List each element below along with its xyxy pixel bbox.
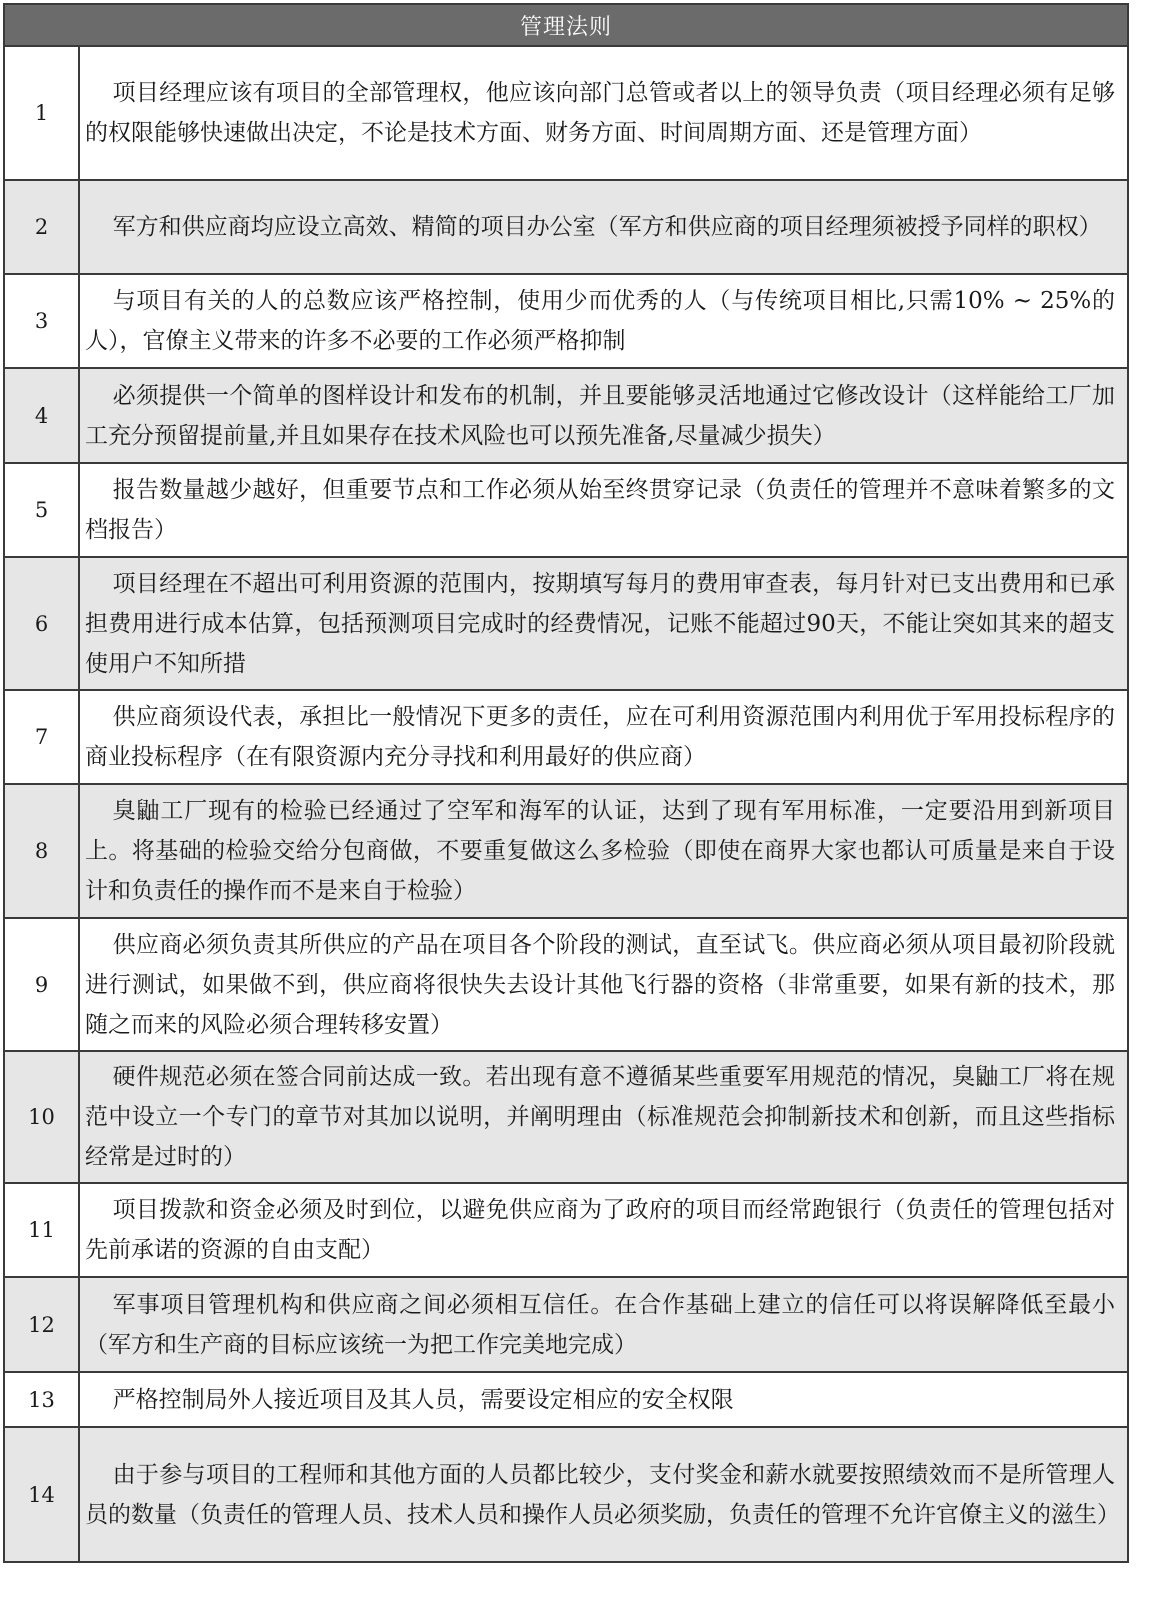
table-row	[5, 1052, 1127, 1184]
row-text: 必须提供一个简单的图样设计和发布的机制，并且要能够灵活地通过它修改设计（这样能给工厂加工充分预留提前量,并且如果存在技术风险也可以预先准备,尽量减少损失）	[85, 382, 1115, 449]
table-row	[5, 691, 1127, 785]
table-row	[5, 1373, 1127, 1428]
table-row	[5, 919, 1127, 1052]
row-text: 供应商须设代表，承担比一般情况下更多的责任，应在可利用资源范围内利用优于军用投标程序的商业投标程序（在有限资源内充分寻找和利用最好的供应商）	[85, 704, 1115, 770]
row-text: 项目经理在不超出可利用资源的范围内，按期填写每月的费用审查表，每月针对已支出费用和已承担费用进行成本估算，包括预测项目完成时的经费情况，记账不能超过90天，不能让突如其来的超支使用户不知所措	[85, 570, 1115, 677]
row-number: 7	[5, 691, 80, 783]
row-text: 军方和供应商均应设立高效、精简的项目办公室（军方和供应商的项目经理须被授予同样的职权）	[112, 214, 1102, 240]
table-row	[5, 785, 1127, 919]
row-text: 臭鼬工厂现有的检验已经通过了空军和海军的认证，达到了现有军用标准，一定要沿用到新项目上。将基础的检验交给分包商做，不要重复做这么多检验（即使在商界大家也都认可质量是来自于设计和负责任的操作而不是来自于检验）	[85, 798, 1115, 904]
table-row	[5, 558, 1127, 691]
row-text: 供应商必须负责其所供应的产品在项目各个阶段的测试，直至试飞。供应商必须从项目最初阶段就进行测试，如果做不到，供应商将很快失去设计其他飞行器的资格（非常重要，如果有新的技术，那随之而来的风险必须合理转移安置）	[85, 931, 1115, 1038]
row-number: 4	[5, 369, 80, 462]
table-row	[5, 1428, 1127, 1561]
row-number: 14	[5, 1428, 80, 1561]
row-text: 项目经理应该有项目的全部管理权，他应该向部门总管或者以上的领导负责（项目经理必须有足够的权限能够快速做出决定，不论是技术方面、财务方面、时间周期方面、还是管理方面）	[85, 80, 1115, 146]
table-row	[5, 181, 1127, 275]
row-number: 3	[5, 275, 80, 367]
row-text: 军事项目管理机构和供应商之间必须相互信任。在合作基础上建立的信任可以将误解降低至最小（军方和生产商的目标应该统一为把工作完美地完成）	[85, 1291, 1115, 1358]
row-number: 10	[5, 1052, 80, 1182]
table-row	[5, 369, 1127, 464]
table-row	[5, 1184, 1127, 1278]
row-number: 13	[5, 1373, 80, 1426]
row-text: 项目拨款和资金必须及时到位，以避免供应商为了政府的项目而经常跑银行（负责任的管理包括对先前承诺的资源的自由支配）	[85, 1197, 1115, 1263]
row-number: 11	[5, 1184, 80, 1276]
table-row	[5, 275, 1127, 369]
row-text: 与项目有关的人的总数应该严格控制，使用少而优秀的人（与传统项目相比,只需10% ~ 25%的人），官僚主义带来的许多不必要的工作必须严格抑制	[85, 288, 1115, 354]
row-text: 报告数量越少越好，但重要节点和工作必须从始至终贯穿记录（负责任的管理并不意味着繁多的文档报告）	[85, 477, 1115, 543]
row-number: 8	[5, 785, 80, 917]
table-header: 管理法则	[5, 5, 1127, 47]
row-text: 严格控制局外人接近项目及其人员，需要设定相应的安全权限	[112, 1386, 734, 1413]
row-number: 6	[5, 558, 80, 689]
row-text: 由于参与项目的工程师和其他方面的人员都比较少，支付奖金和薪水就要按照绩效而不是所管理人员的数量（负责任的管理人员、技术人员和操作人员必须奖励，负责任的管理不允许官僚主义的滋生）	[85, 1461, 1120, 1528]
management-rules-table	[3, 3, 1129, 1563]
table-row	[5, 464, 1127, 558]
row-text: 硬件规范必须在签合同前达成一致。若出现有意不遵循某些重要军用规范的情况，臭鼬工厂将在规范中设立一个专门的章节对其加以说明，并阐明理由（标准规范会抑制新技术和创新，而且这些指标经常是过时的）	[85, 1064, 1115, 1170]
row-number: 5	[5, 464, 80, 556]
row-number: 9	[5, 919, 80, 1050]
table-row	[5, 47, 1127, 181]
row-number: 12	[5, 1278, 80, 1371]
row-number: 1	[5, 47, 80, 179]
table-row	[5, 1278, 1127, 1373]
row-number: 2	[5, 181, 80, 273]
